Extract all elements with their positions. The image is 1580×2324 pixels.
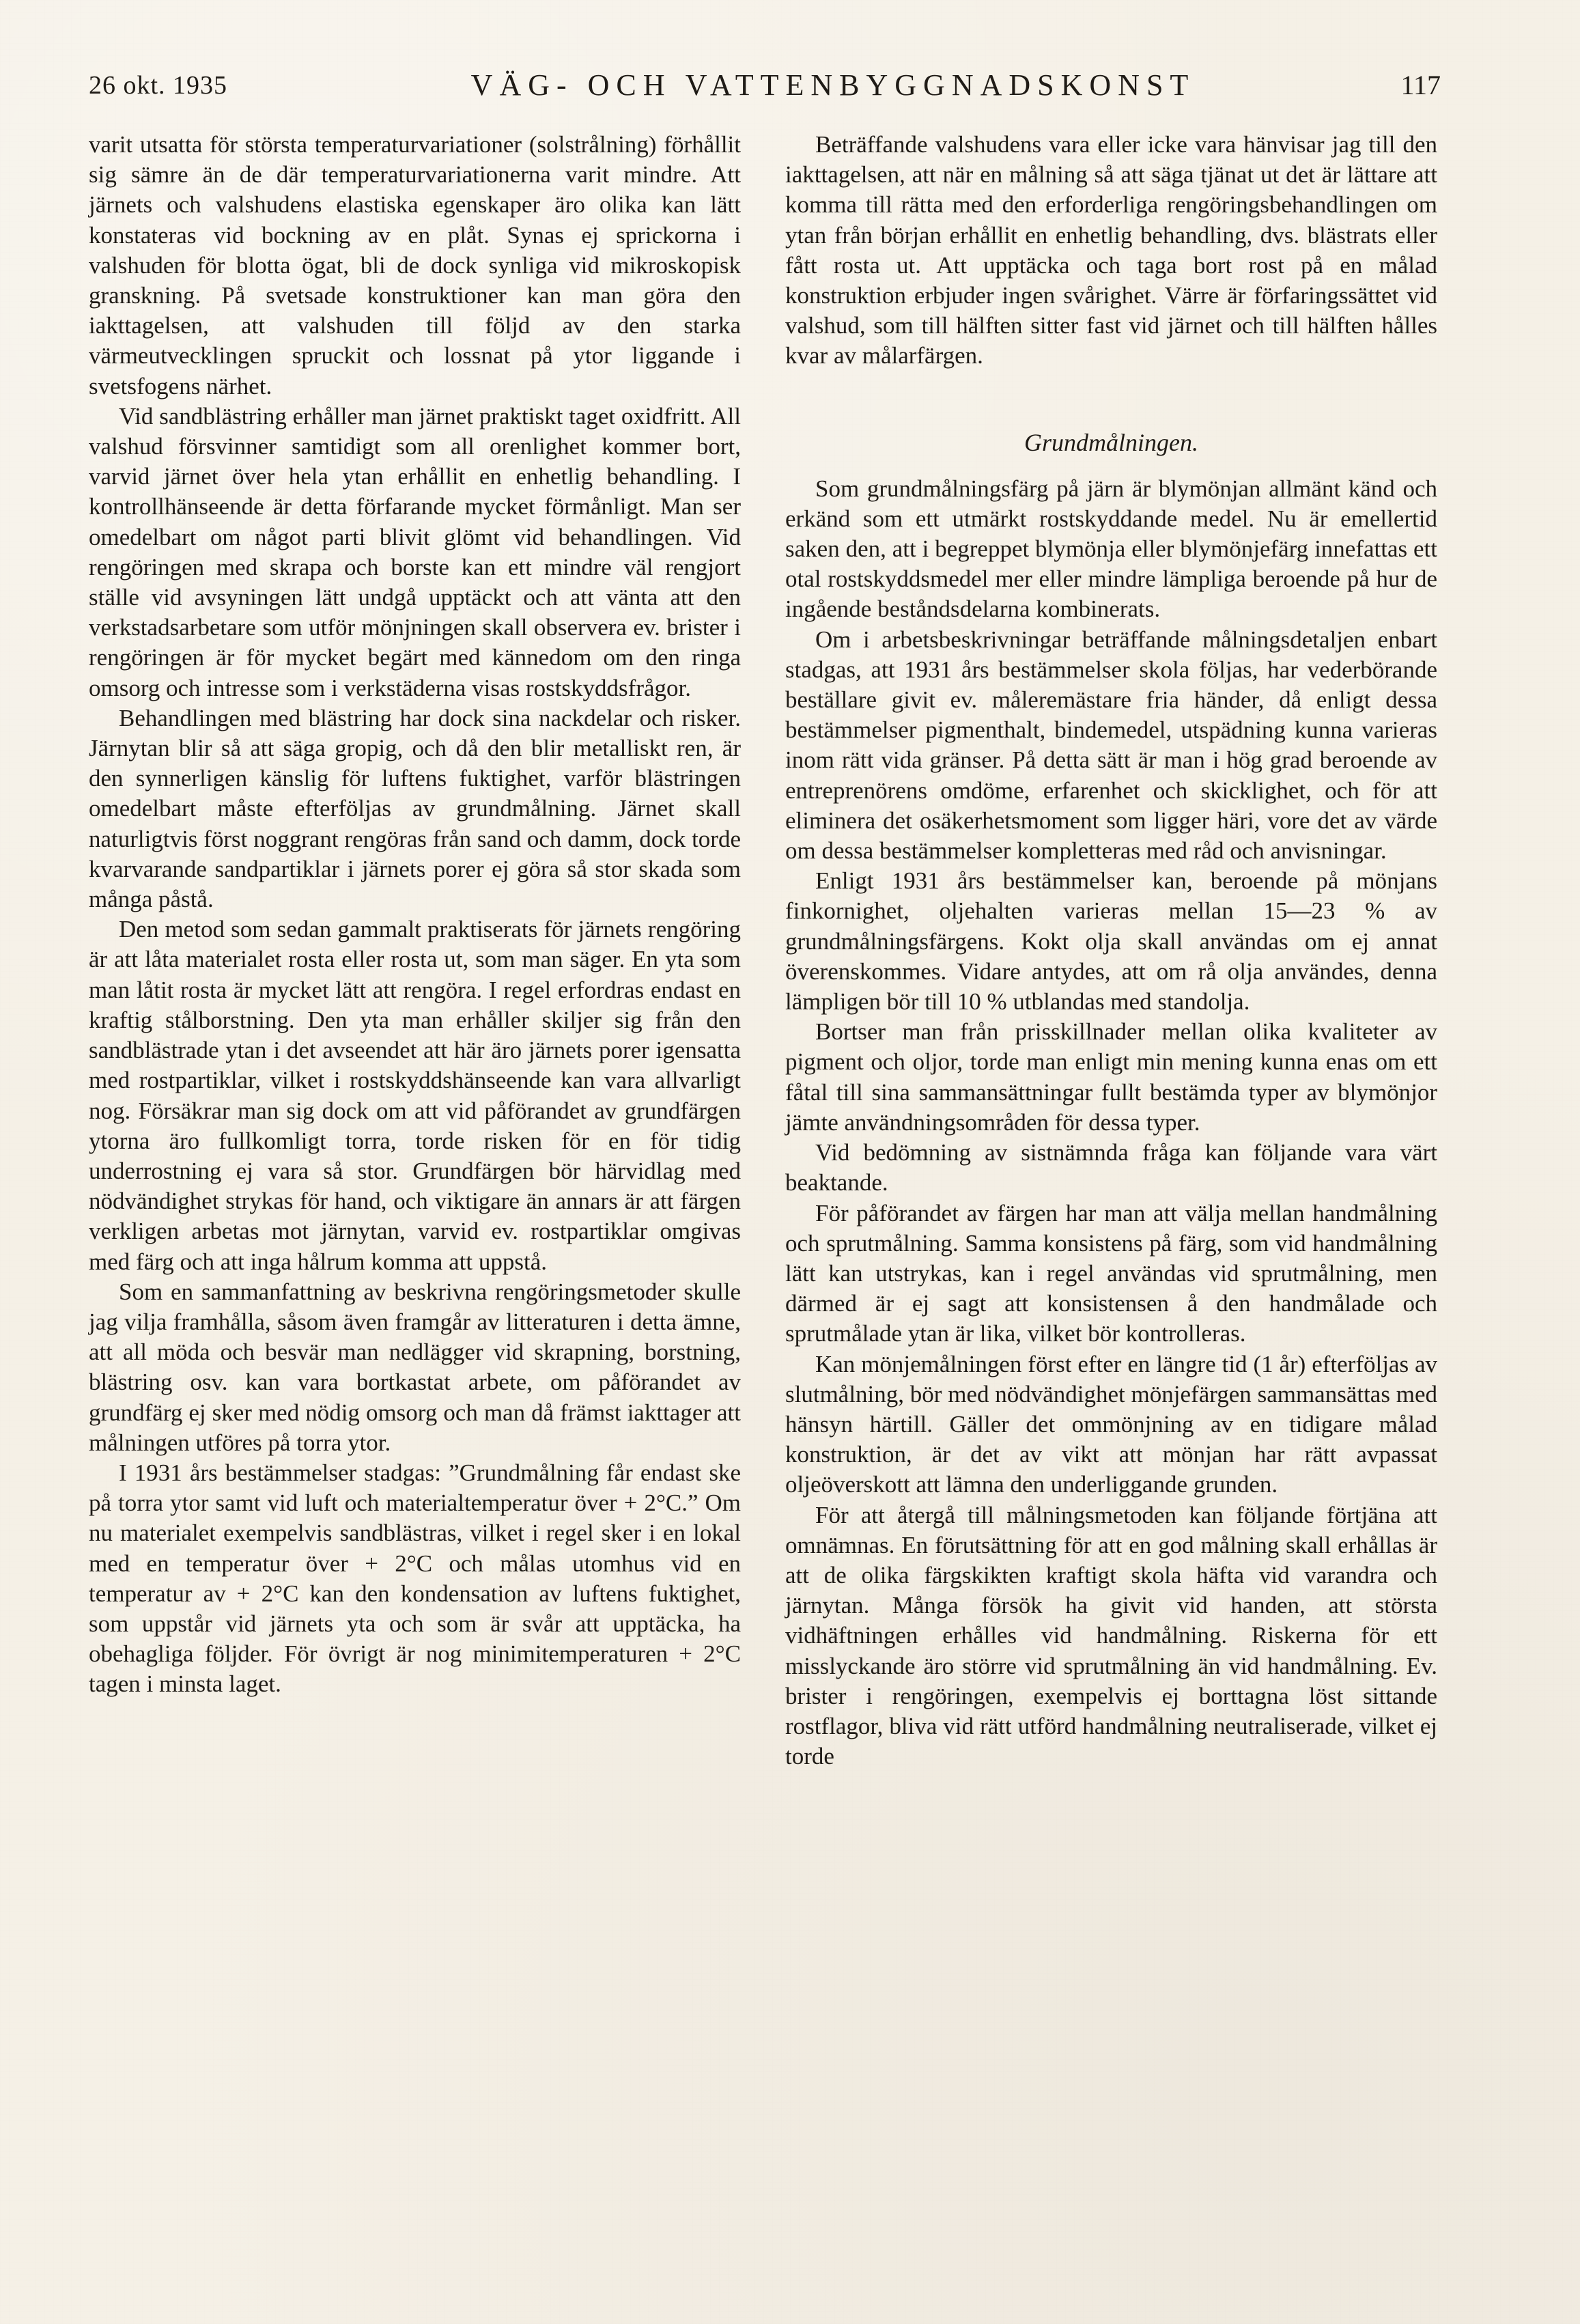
left-paragraph: I 1931 års bestämmelser stadgas: ”Grundmålning får endast ske på torra ytor samt vid luft och materialtemperatur över + 2°C.” Om nu materialet exempelvis sandblästras, vilket i regel sker i en lokal med en temperatur över + 2°C och målas utomhus vid en temperatur av + 2°C kan den kondensation av luftens fuktighet, som uppstår vid järnets yta och som är svår att upptäcka, ha obehagliga följder. För övrigt är nog minimitemperaturen + 2°C tagen i minsta laget.	[89, 1459, 741, 1698]
section-heading: Grundmålningen.	[1024, 428, 1198, 456]
right-paragraph: Enligt 1931 års bestämmelser kan, beroende på mönjans finkornighet, oljehalten varieras mellan 15—23 % av grundmålningsfärgens. Kokt olja skall användas om ej annat överenskommes. Vidare antydes, att om rå olja användes, denna lämpligen bör till 10 % utblandas med standolja.	[785, 867, 1437, 1016]
journal-title: VÄG- OCH VATTENBYGGNADSKONST	[470, 68, 1196, 102]
left-paragraph: Vid sandblästring erhåller man järnet praktiskt taget oxidfritt. All valshud försvinner samtidigt som all orenlighet kommer bort, varvid järnet över hela ytan erhållit en enhetlig behandling. I kontrollhänseende är detta förfarande mycket förmånligt. Man ser omedelbart om något parti blivit glömt vid behandlingen. Vid rengöringen med skrapa och borste kan ett mindre väl rengjort ställe vid avsyningen lätt undgå upptäckt och att vänta att den verkstadsarbetare som utför mönjningen skall observera ev. brister i rengöringen är för mycket begärt med kännedom om den ringa omsorg och intresse som i verkstäderna visas rostskyddsfrågor.	[89, 402, 741, 701]
right-paragraph: Vid bedömning av sistnämnda fråga kan följande vara värt beaktande.	[785, 1139, 1437, 1196]
page-number: 117	[1400, 70, 1441, 100]
issue-date: 26 okt. 1935	[89, 71, 228, 100]
left-paragraph: Den metod som sedan gammalt praktiserats för järnets rengöring är att låta materialet rosta eller rosta ut, som man säger. En yta som man låtit rosta är mycket lätt att rengöra. I regel erfordras endast en kraftig stålborstning. Den yta man erhåller skiljer sig från den sandblästrade ytan i det avseendet att här äro järnets porer igensatta med rostpartiklar, vilket i rostskyddshänseende kan vara allvarligt nog. Försäkrar man sig dock om att vid påförandet av grundfärgen ytorna äro fullkomligt torra, torde risken för en för tidig underrostning ej vara så stor. Grundfärgen bör härvidlag med nödvändighet strykas för hand, och viktigare än annars är att färgen verkligen arbetas mot järnytan, varvid ev. rostpartiklar omgivas med färg och att inga hålrum komma att uppstå.	[89, 916, 741, 1275]
right-column	[785, 130, 1437, 1772]
right-paragraph: Bortser man från prisskillnader mellan olika kvaliteter av pigment och oljor, torde man enligt min mening kunna enas om ett fåtal till sina sammansättningar fullt bestämda typer av blymönjor jämte användningsområden för dessa typer.	[785, 1018, 1437, 1136]
right-paragraph: För att återgå till målningsmetoden kan följande förtjäna att omnämnas. En förutsättning för att en god målning skall erhållas är att de olika färgskikten kraftigt skola häfta vid varandra och järnytan. Många försök ha givit vid handen, att största vidhäftningen erhålles vid handmålning. Riskerna för ett misslyckande äro större vid sprutmålning än vid handmålning. Ev. brister i rengöringen, exempelvis ej borttagna löst sittande rostflagor, bliva vid rätt utförd handmålning neutraliserade, vilket ej torde	[785, 1501, 1437, 1770]
left-paragraph: Behandlingen med blästring har dock sina nackdelar och risker. Järnytan blir så att säga gropig, och då den blir metalliskt ren, är den synnerligen känslig för luftens fuktighet, varför blästringen omedelbart måste efterföljas av grundmålning. Järnet skall naturligtvis först noggrant rengöras från sand och damm, dock torde kvarvarande sandpartiklar i järnets porer ej göra så stor skada som många påstå.	[89, 704, 741, 913]
right-paragraph: För påförandet av färgen har man att välja mellan handmålning och sprutmålning. Samma konsistens på färg, som vid handmålning lätt kan utstrykas, kan i regel användas vid sprutmålning, men därmed är ej sagt att konsistensen å den handmålade och sprutmålade ytan är lika, vilket bör kontrolleras.	[785, 1199, 1437, 1347]
right-paragraph: Beträffande valshudens vara eller icke vara hänvisar jag till den iakttagelsen, att när en målning så att säga tjänat ut det är lättare att komma till rätta med den erforderliga rengöringsbehandlingen om ytan från början erhållit en enhetlig behandling, dvs. blästrats eller fått rosta ut. Att upptäcka och taga bort rost på en målad konstruktion erbjuder ingen svårighet. Värre är förfaringssättet vid valshud, som till hälften sitter fast vid järnet och till hälften hålles kvar av målarfärgen.	[785, 131, 1437, 369]
right-paragraph: Som grundmålningsfärg på järn är blymönjan allmänt känd och erkänd som ett utmärkt rostskyddande medel. Nu är emellertid saken den, att i begreppet blymönja eller blymönjefärg innefattas ett otal rostskyddsmedel mer eller mindre lämpliga beroende på hur de ingående beståndsdelarna kombinerats.	[785, 475, 1437, 623]
page-header	[89, 65, 1441, 113]
right-paragraph: Om i arbetsbeskrivningar beträffande målningsdetaljen enbart stadgas, att 1931 års bestämmelser skola följas, har vederbörande beställare givit ev. måleremästare fria händer, då enligt dessa bestämmelser pigmenthalt, bindemedel, utspädning kunna varieras inom rätt vida gränser. På detta sätt är man i hög grad beroende av entreprenörens omdöme, erfarenhet och skicklighet, och för att eliminera det osäkerhetsmoment som ligger häri, vore det av värde om dessa bestämmelser kompletteras med råd och anvisningar.	[785, 626, 1437, 865]
right-paragraph: Kan mönjemålningen först efter en längre tid (1 år) efterföljas av slutmålning, bör med nödvändighet mönjefärgen sammansättas med hänsyn härtill. Gäller det ommönjning av en tidigare målad konstruktion, är det av vikt att mönjan har rätt avpassat oljeöverskott att lämna den underliggande grunden.	[785, 1350, 1437, 1498]
left-paragraph: varit utsatta för största temperaturvariationer (solstrålning) förhållit sig sämre än de där temperaturvariationerna varit mindre. Att järnets och valshudens elastiska egenskaper äro olika kan lätt konstateras vid bockning av en plåt. Synas ej sprickorna i valshuden för blotta ögat, bli de dock synliga vid mikroskopisk granskning. På svetsade konstruktioner kan man göra den iakttagelsen, att valshuden till följd av den starka värmeutvecklingen spruckit och lossnat på ytor liggande i svetsfogens närhet.	[89, 131, 741, 400]
left-paragraph: Som en sammanfattning av beskrivna rengöringsmetoder skulle jag vilja framhålla, såsom även framgår av litteraturen i detta ämne, att all möda och besvär man nedlägger vid skrapning, borstning, blästring osv. kan vara bortkastat arbete, om påförandet av grundfärg ej sker med nödig omsorg och man då främst iakttager att målningen utföres på torra ytor.	[89, 1278, 741, 1456]
left-column	[89, 130, 741, 1700]
